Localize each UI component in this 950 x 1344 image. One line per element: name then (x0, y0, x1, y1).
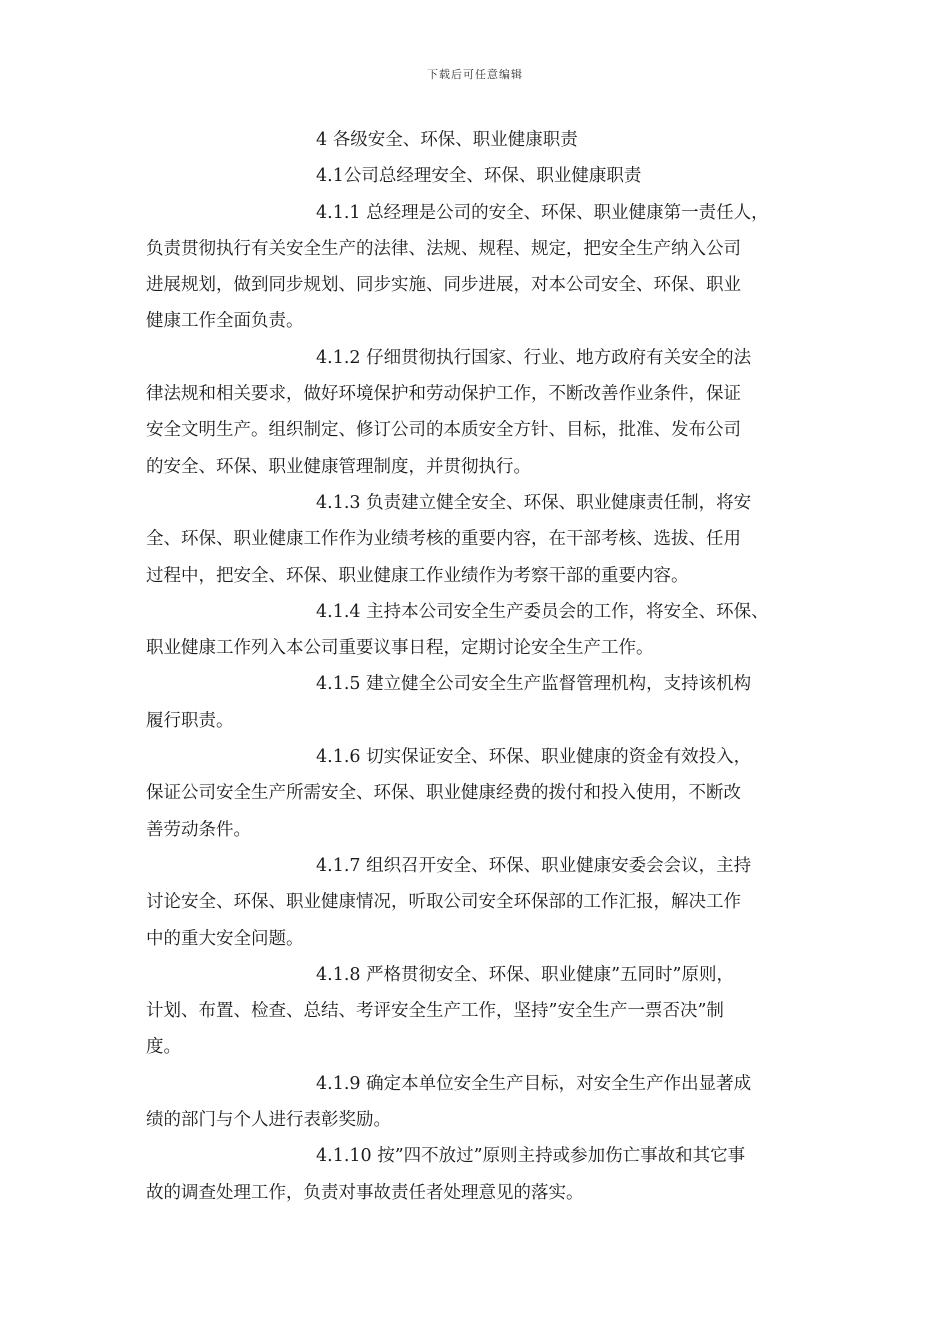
text-line: 过程中，把安全、环保、职业健康工作业绩作为考察干部的重要内容。 (146, 565, 689, 586)
text-line: 4.1.1 总经理是公司的安全、环保、职业健康第一责任人， (316, 202, 769, 223)
text-line: 中的重大安全问题。 (146, 928, 304, 949)
text-line: 健康工作全面负责。 (146, 311, 304, 332)
text-line: 4.1.8 严格贯彻安全、环保、职业健康”五同时”原则， (316, 964, 734, 985)
text-line: 履行职责。 (146, 710, 234, 731)
text-line: 负责贯彻执行有关安全生产的法律、法规、规程、规定，把安全生产纳入公司 (146, 238, 741, 259)
text-line: 4.1.10 按”四不放过”原则主持或参加伤亡事故和其它事 (316, 1146, 746, 1167)
text-line: 计划、布置、检查、总结、考评安全生产工作，坚持”安全生产一票否决”制 (146, 1001, 724, 1022)
text-line: 度。 (146, 1037, 181, 1058)
page-header-note: 下载后可任意编辑 (427, 68, 523, 81)
text-line: 讨论安全、环保、职业健康情况，听取公司安全环保部的工作汇报，解决工作 (146, 892, 741, 913)
text-line: 律法规和相关要求，做好环境保护和劳动保护工作，不断改善作业条件，保证 (146, 384, 741, 405)
text-line: 4.1.5 建立健全公司安全生产监督管理机构，支持该机构 (316, 674, 752, 695)
text-line: 的安全、环保、职业健康管理制度，并贯彻执行。 (146, 456, 531, 477)
text-line: 善劳动条件。 (146, 819, 251, 840)
text-line: 故的调查处理工作，负责对事故责任者处理意见的落实。 (146, 1182, 584, 1203)
text-line: 安全文明生产。组织制定、修订公司的本质安全方针、目标，批准、发布公司 (146, 420, 741, 441)
text-line: 4.1.6 切实保证安全、环保、职业健康的资金有效投入， (316, 747, 752, 768)
text-line: 4.1.4 主持本公司安全生产委员会的工作，将安全、环保、 (316, 601, 769, 622)
text-line: 4.1公司总经理安全、环保、职业健康职责 (316, 166, 642, 187)
text-line: 职业健康工作列入本公司重要议事日程，定期讨论安全生产工作。 (146, 638, 654, 659)
document-body (146, 122, 811, 1211)
text-line: 4.1.2 仔细贯彻执行国家、行业、地方政府有关安全的法 (316, 347, 752, 368)
text-line: 保证公司安全生产所需安全、环保、职业健康经费的拨付和投入使用，不断改 (146, 783, 741, 804)
text-line: 4 各级安全、环保、职业健康职责 (316, 130, 578, 150)
text-line: 全、环保、职业健康工作作为业绩考核的重要内容，在干部考核、选拔、任用 (146, 529, 741, 550)
text-line: 绩的部门与个人进行表彰奖励。 (146, 1110, 391, 1131)
text-line: 4.1.3 负责建立健全安全、环保、职业健康责任制，将安 (316, 492, 752, 513)
text-line: 4.1.7 组织召开安全、环保、职业健康安委会会议，主持 (316, 855, 752, 876)
text-line: 进展规划，做到同步规划、同步实施、同步进展，对本公司安全、环保、职业 (146, 275, 741, 296)
text-line: 4.1.9 确定本单位安全生产目标，对安全生产作出显著成 (316, 1073, 752, 1094)
